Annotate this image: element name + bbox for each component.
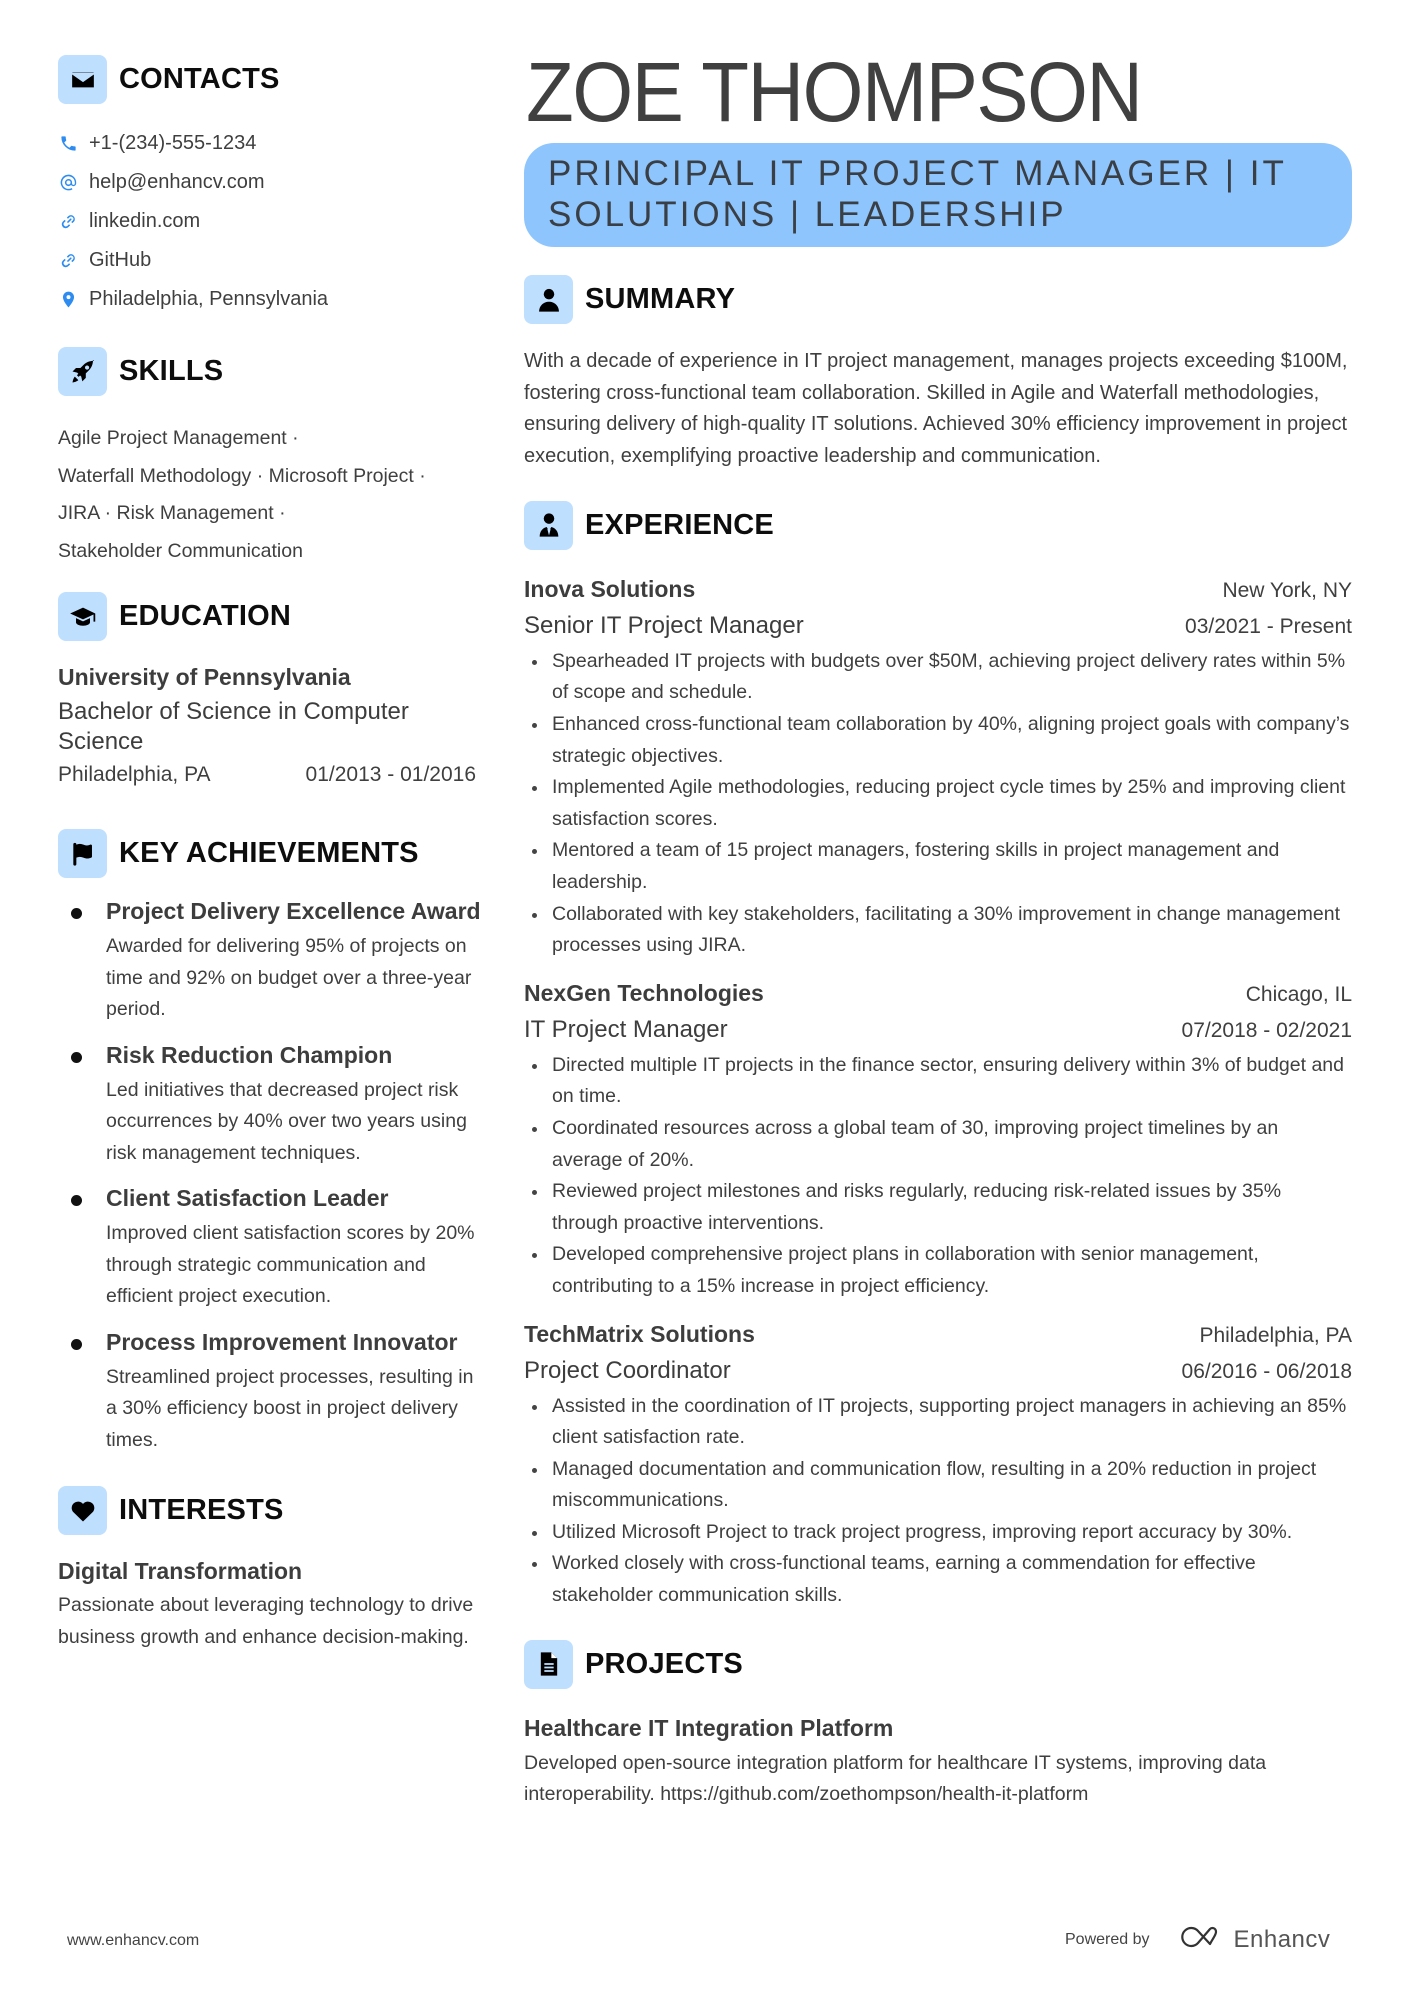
job-dates: 03/2021 - Present (1185, 614, 1352, 638)
contact-phone[interactable] (58, 124, 483, 163)
job-dates: 06/2016 - 06/2018 (1181, 1359, 1352, 1383)
location-pin-icon (58, 289, 78, 311)
job-role: IT Project Manager (524, 1015, 728, 1043)
skills-header (58, 347, 483, 396)
contact-list (58, 124, 483, 319)
at-icon (58, 172, 78, 194)
achievement-desc: Led initiatives that decreased project risk occurrences by 40% over two years using risk management techniques. (106, 1078, 467, 1164)
achievement-item (58, 1183, 483, 1313)
job-row-bottom (524, 1012, 1352, 1049)
job-bullet: Developed comprehensive project plans in collaboration with senior management, contributing to a 15% increase in project efficiency. (524, 1239, 1352, 1302)
skill-line: Agile Project Management · (58, 427, 299, 449)
job-bullets (524, 1391, 1352, 1612)
contact-text: Philadelphia, Pennsylvania (89, 288, 329, 310)
job-entry (524, 572, 1352, 962)
job-row-top (524, 572, 1352, 608)
job-row-bottom (524, 1353, 1352, 1390)
job-bullet: Reviewed project milestones and risks regularly, reducing risk-related issues by 35% through proactive interventions. (524, 1176, 1352, 1239)
bullet-icon (71, 1052, 82, 1063)
education-location: Philadelphia, PA (58, 763, 211, 786)
section-title: CONTACTS (119, 63, 280, 95)
achievement-item (58, 1327, 483, 1457)
achievement-desc: Awarded for delivering 95% of projects on time and 92% on budget over a three-year period. (106, 935, 472, 1020)
job-row-bottom (524, 608, 1352, 645)
job-bullet: Enhanced cross-functional team collaboration by 40%, aligning project goals with company’s strategic objectives. (524, 709, 1352, 772)
right-column (524, 45, 1352, 1811)
job-entry (524, 1317, 1352, 1612)
brand-name: Enhancv (1233, 1925, 1331, 1953)
job-bullet: Assisted in the coordination of IT projects, supporting project managers in achieving an 85% client satisfaction rate. (524, 1391, 1352, 1454)
education-header (58, 592, 483, 641)
job-bullet: Managed documentation and communication flow, resulting in a 20% reduction in project miscommunications. (524, 1454, 1352, 1517)
job-company: NexGen Technologies (524, 979, 764, 1006)
left-column (58, 55, 483, 1653)
projects-section (524, 1640, 1352, 1811)
user-tie-icon (524, 501, 573, 550)
link-icon (58, 250, 78, 272)
heart-icon (58, 1486, 107, 1535)
summary-header (524, 275, 1352, 324)
achievement-title: Risk Reduction Champion (106, 1041, 393, 1068)
bullet-icon (71, 1195, 82, 1206)
contact-linkedin[interactable] (58, 202, 483, 241)
achievements-header (58, 829, 483, 878)
education-section (58, 592, 483, 791)
job-row-top (524, 1317, 1352, 1353)
skill-line: Stakeholder Communication (58, 539, 303, 562)
contact-email[interactable] (58, 163, 483, 202)
job-location: Philadelphia, PA (1199, 1323, 1352, 1347)
achievement-item (58, 1040, 483, 1170)
rocket-icon (58, 347, 107, 396)
candidate-name: ZOE THOMPSON (526, 45, 1142, 139)
section-title: INTERESTS (119, 1494, 284, 1526)
skills-section (58, 347, 483, 570)
project-title: Healthcare IT Integration Platform (524, 1714, 894, 1741)
job-title-line: PRINCIPAL IT PROJECT MANAGER | IT (548, 154, 1287, 193)
user-icon (524, 275, 573, 324)
job-title-badge (524, 143, 1352, 247)
job-title-line: SOLUTIONS | LEADERSHIP (548, 195, 1067, 234)
section-title: KEY ACHIEVEMENTS (119, 837, 419, 869)
job-role: Project Coordinator (524, 1356, 731, 1384)
education-dates: 01/2013 - 01/2016 (305, 763, 476, 786)
skill-line: Waterfall Methodology · Microsoft Project · (58, 464, 426, 487)
achievements-section (58, 829, 483, 1456)
job-bullet: Worked closely with cross-functional teams, earning a commendation for effective stakeholder communication skills. (524, 1548, 1352, 1611)
job-role: Senior IT Project Manager (524, 611, 804, 639)
section-title: EXPERIENCE (585, 508, 774, 541)
phone-icon (58, 133, 78, 155)
interest-title: Digital Transformation (58, 1558, 303, 1584)
graduation-cap-icon (58, 592, 107, 641)
contact-location (58, 280, 483, 319)
achievement-item (58, 896, 483, 1026)
achievements-list (58, 896, 483, 1456)
section-title: SKILLS (119, 355, 224, 387)
contacts-header (58, 55, 483, 104)
job-bullet: Coordinated resources across a global team of 30, improving project timelines by an average of 20%. (524, 1113, 1352, 1176)
job-bullet: Mentored a team of 15 project managers, fostering skills in project management and leadership. (524, 835, 1352, 898)
footer-branding[interactable] (1065, 1923, 1330, 1956)
job-location: New York, NY (1222, 578, 1352, 602)
flag-icon (58, 829, 107, 878)
contact-text: GitHub (89, 249, 152, 271)
job-bullet: Spearheaded IT projects with budgets over $50M, achieving project delivery rates within 5% of scope and schedule. (524, 646, 1352, 709)
job-bullet: Collaborated with key stakeholders, facilitating a 30% improvement in change management processes using JIRA. (524, 899, 1352, 962)
document-icon (524, 1640, 573, 1689)
experience-section (524, 501, 1352, 1612)
bullet-icon (71, 1339, 82, 1350)
interest-desc: Passionate about leveraging technology to drive business growth and enhance decision-making. (58, 1594, 474, 1648)
contacts-section (58, 55, 483, 319)
achievement-title: Project Delivery Excellence Award (106, 898, 481, 924)
projects-header (524, 1640, 1352, 1689)
education-school: University of Pennsylvania (58, 664, 351, 690)
job-bullet: Directed multiple IT projects in the finance sector, ensuring delivery within 3% of budget and on time. (524, 1050, 1352, 1113)
job-bullets (524, 646, 1352, 962)
job-row-top (524, 976, 1352, 1012)
section-title: EDUCATION (119, 600, 292, 632)
achievement-desc: Streamlined project processes, resulting in a 30% efficiency boost in project delivery times. (106, 1365, 474, 1451)
footer-website-link[interactable]: www.enhancv.com (67, 1932, 200, 1949)
education-degree: Bachelor of Science in Computer Science (58, 698, 409, 755)
summary-section (524, 275, 1352, 473)
contact-text: +1-(234)-555-1234 (89, 132, 257, 154)
interests-header (58, 1486, 483, 1535)
job-dates: 07/2018 - 02/2021 (1181, 1018, 1352, 1042)
job-location: Chicago, IL (1245, 982, 1352, 1006)
skills-list (58, 420, 483, 570)
education-meta (58, 759, 476, 791)
job-entry (524, 976, 1352, 1303)
envelope-icon (58, 55, 107, 104)
job-bullet: Implemented Agile methodologies, reducing project cycle times by 25% and improving client satisfaction scores. (524, 772, 1352, 835)
interests-section (58, 1486, 483, 1653)
achievement-desc: Improved client satisfaction scores by 20% through strategic communication and efficient project execution. (106, 1222, 475, 1307)
project-desc[interactable]: Developed open-source integration platform for healthcare IT systems, improving data interoperability. https://github.com/zoethompson/health-it-platform (524, 1751, 1267, 1806)
job-bullets (524, 1050, 1352, 1303)
skill-line: JIRA · Risk Management · (58, 502, 286, 524)
section-title: PROJECTS (585, 1647, 743, 1680)
contact-github[interactable] (58, 241, 483, 280)
achievement-title: Client Satisfaction Leader (106, 1185, 389, 1211)
job-company: TechMatrix Solutions (524, 1320, 755, 1347)
link-icon (58, 211, 78, 233)
contact-text: help@enhancv.com (89, 171, 265, 193)
achievement-title: Process Improvement Innovator (106, 1328, 458, 1355)
job-bullet: Utilized Microsoft Project to track project progress, improving report accuracy by 30%. (524, 1517, 1352, 1549)
experience-header (524, 501, 1352, 550)
job-company: Inova Solutions (524, 575, 696, 602)
summary-text: With a decade of experience in IT project management, manages projects exceeding $100M, fostering cross-functional team collaboration. Skilled in Agile and Waterfall methodologies, ensuring delivery of high-quality IT solutions. Achieved 30% efficiency improvement in project execution, exemplifying proactive leadership and communication. (524, 350, 1348, 468)
bullet-icon (71, 908, 82, 919)
powered-by-label: Powered by (1065, 1930, 1150, 1948)
contact-text: linkedin.com (89, 210, 201, 232)
enhancv-logo-icon (1176, 1923, 1224, 1956)
section-title: SUMMARY (585, 283, 736, 315)
